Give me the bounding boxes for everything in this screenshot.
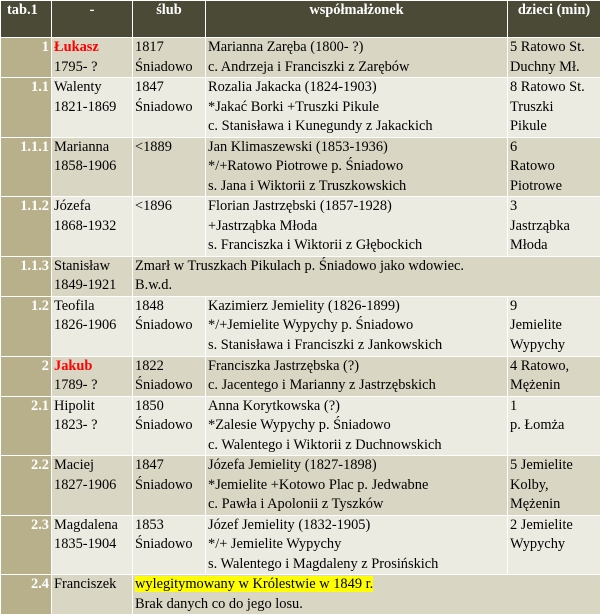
slub-cell [133,38,206,78]
slub-cell [133,296,206,356]
spouse-cell [206,456,508,516]
slub-place: Śniadowo [135,58,203,78]
slub-place: Śniadowo [135,98,203,118]
spouse-detail: */+Ratowo Piotrowe p. Śniadowo [208,157,505,177]
row-index: 2.1 [1,396,52,456]
note-line [135,575,598,595]
spouse-detail: s. Franciszka i Wiktorii z Głębockich [208,236,505,256]
person-lifespan: 1823- ? [54,416,130,436]
spouse-cell [206,296,508,356]
children-cell [508,137,600,197]
slub-year: 1847 [135,456,203,476]
slub-year: 1817 [135,38,203,58]
header-tab: tab.1 [1,1,52,38]
slub-year: 1822 [135,357,203,377]
slub-year: 1847 [135,78,203,98]
row-index: 2.3 [1,515,52,575]
children-line: 5 Jemielite [510,456,598,476]
person-name: Łukasz [54,38,130,58]
note-cell [133,575,600,615]
spouse-name: Kazimierz Jemielity (1826-1899) [208,297,505,317]
row-index: 1 [1,38,52,78]
spouse-detail: *Jakać Borki +Truszki Pikule [208,98,505,118]
header-children [508,1,600,38]
row-index: 1.1.1 [1,137,52,197]
person-lifespan: 1827-1906 [54,476,130,496]
slub-place: Śniadowo [135,376,203,396]
table-row [1,396,600,456]
person-name: Teofila [54,297,130,317]
children-line: Jastrząbka [510,217,598,237]
children-line: Mężenin [510,495,598,515]
person-lifespan: 1789- ? [54,376,130,396]
note-cell [133,256,600,296]
spouse-detail: +Jastrząbka Młoda [208,217,505,237]
slub-year: 1853 [135,516,203,536]
children-line: Ratowo [510,157,598,177]
spouse-cell [206,137,508,197]
person-lifespan: 1795- ? [54,58,130,78]
person-cell [52,78,133,138]
person-name: Hipolit [54,397,130,417]
slub-year: <1896 [135,197,203,217]
children-line: 1 [510,397,598,417]
table-row [1,456,600,516]
row-index: 2.4 [1,575,52,615]
children-line: 6 [510,138,598,158]
note-line: B.w.d. [135,276,598,296]
person-name: Stanisław [54,257,130,277]
spouse-detail: *Jemielite +Kotowo Plac p. Jedwabne [208,476,505,496]
children-line: 8 Ratowo St. [510,78,598,98]
children-line: Jemielite [510,316,598,336]
person-cell [52,38,133,78]
person-name: Franciszek [54,575,130,595]
person-cell [52,356,133,396]
row-index: 1.2 [1,296,52,356]
header-row [1,1,600,38]
children-line: 5 Ratowo St. [510,38,598,58]
spouse-name: Rozalia Jakacka (1824-1903) [208,78,505,98]
spouse-detail: c. Pawła i Apolonii z Tyszków [208,495,505,515]
spouse-cell [206,78,508,138]
header-dash: - [52,1,133,38]
children-cell [508,356,600,396]
person-cell [52,396,133,456]
person-cell [52,515,133,575]
table-row [1,296,600,356]
table-row [1,356,600,396]
slub-cell [133,515,206,575]
slub-place: Śniadowo [135,316,203,336]
children-cell [508,197,600,257]
person-lifespan: 1858-1906 [54,157,130,177]
children-cell [508,296,600,356]
spouse-detail: c. Andrzeja i Franciszki z Zarębów [208,58,505,78]
table-row [1,197,600,257]
children-cell [508,38,600,78]
person-cell [52,575,133,615]
spouse-name: Florian Jastrzębski (1857-1928) [208,197,505,217]
person-cell [52,197,133,257]
children-line: p. Łomża [510,416,598,436]
person-lifespan: 1868-1932 [54,217,130,237]
person-name: Walenty [54,78,130,98]
row-index: 2 [1,356,52,396]
person-name: Magdalena [54,516,130,536]
person-cell [52,137,133,197]
slub-place: Śniadowo [135,416,203,436]
person-lifespan: 1821-1869 [54,98,130,118]
children-cell [508,515,600,575]
header-children-label: dzieci (min) [518,2,590,18]
children-line: 4 Ratowo, [510,357,598,377]
person-cell [52,456,133,516]
row-index: 1.1.2 [1,197,52,257]
spouse-detail: c. Stanisława i Kunegundy z Jakackich [208,117,505,137]
table-row [1,78,600,138]
person-cell [52,296,133,356]
children-cell [508,396,600,456]
children-line: Pikule [510,117,598,137]
spouse-detail: s. Walentego i Magdaleny z Prosińskich [208,555,505,575]
children-line: Młoda [510,236,598,256]
children-line: Piotrowe [510,177,598,197]
spouse-cell [206,396,508,456]
spouse-name: Marianna Zaręba (1800- ?) [208,38,505,58]
row-index: 2.2 [1,456,52,516]
person-name: Jakub [54,357,130,377]
spouse-detail: */+Jemielite Wypychy p. Śniadowo [208,316,505,336]
children-line: 9 [510,297,598,317]
note-line: Brak danych co do jego losu. [135,595,598,615]
row-index: 1.1.3 [1,256,52,296]
person-name: Maciej [54,456,130,476]
row-index: 1.1 [1,78,52,138]
spouse-detail: */+ Jemielite Wypychy [208,535,505,555]
slub-year: 1850 [135,397,203,417]
children-line: 2 Jemielite [510,516,598,536]
children-line: Duchny Mł. [510,58,598,78]
spouse-name: Anna Korytkowska (?) [208,397,505,417]
spouse-detail: c. Walentego i Wiktorii z Duchnowskich [208,436,505,456]
person-name: Józefa [54,197,130,217]
person-name: Marianna [54,138,130,158]
slub-year: 1848 [135,297,203,317]
table-row [1,38,600,78]
children-line: Mężenin [510,376,598,396]
table-row [1,575,600,615]
table-row [1,256,600,296]
person-lifespan: 1826-1906 [54,316,130,336]
header-slub: ślub [133,1,206,38]
spouse-cell [206,38,508,78]
slub-cell [133,197,206,257]
header-spouse: współmałżonek [206,1,508,38]
spouse-detail: s. Jana i Wiktorii z Truszkowskich [208,177,505,197]
person-cell [52,256,133,296]
person-lifespan: 1835-1904 [54,535,130,555]
spouse-cell [206,515,508,575]
spouse-detail: s. Stanisława i Franciszki z Jankowskich [208,336,505,356]
slub-place: Śniadowo [135,476,203,496]
slub-cell [133,356,206,396]
person-lifespan: 1849-1921 [54,276,130,296]
children-line: 3 [510,197,598,217]
children-line: Wypychy [510,535,598,555]
children-line: Truszki [510,98,598,118]
table-row [1,515,600,575]
slub-year: <1889 [135,138,203,158]
slub-place: Śniadowo [135,535,203,555]
spouse-name: Józefa Jemielity (1827-1898) [208,456,505,476]
note-line: Zmarł w Truszkach Pikulach p. Śniadowo jako wdowiec. [135,257,598,277]
spouse-cell [206,356,508,396]
slub-cell [133,78,206,138]
slub-cell [133,137,206,197]
children-cell [508,456,600,516]
spouse-detail: c. Jacentego i Marianny z Jastrzębskich [208,376,505,396]
table-row [1,137,600,197]
highlighted-note: wylegitymowany w Królestwie w 1849 r. [135,576,373,592]
spouse-detail: *Zalesie Wypychy p. Śniadowo [208,416,505,436]
children-line: Wypychy [510,336,598,356]
spouse-name: Franciszka Jastrzębska (?) [208,357,505,377]
children-cell [508,78,600,138]
spouse-name: Jan Klimaszewski (1853-1936) [208,138,505,158]
slub-cell [133,396,206,456]
spouse-cell [206,197,508,257]
slub-cell [133,456,206,516]
spouse-name: Józef Jemielity (1832-1905) [208,516,505,536]
children-line: Kolby, [510,476,598,496]
